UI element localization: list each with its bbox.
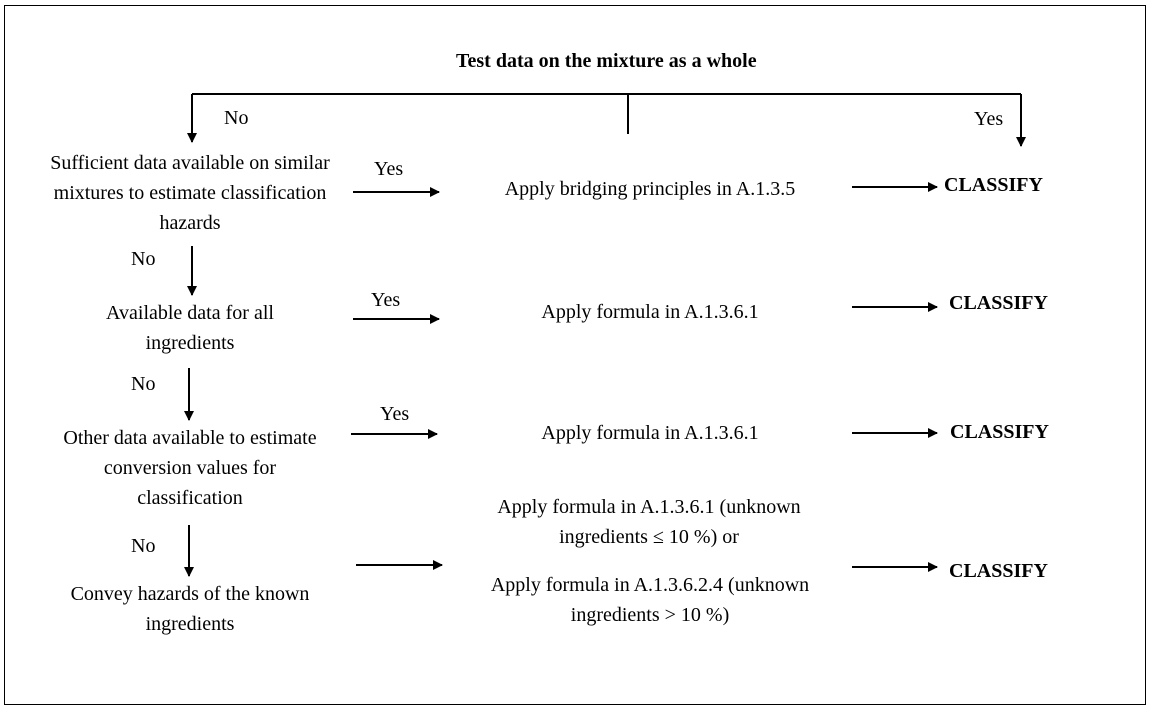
decision-other-data: Other data available to estimate conversion values for classification	[63, 427, 317, 509]
classify-outcome-4: CLASSIFY	[949, 560, 1048, 582]
classify-outcome-3: CLASSIFY	[950, 421, 1049, 443]
no-label-top: No	[224, 107, 249, 129]
action-formula-1: Apply formula in A.1.3.6.1	[541, 301, 759, 323]
decision-convey-hazards: Convey hazards of the known ingredients	[70, 583, 310, 635]
no-label-3: No	[131, 535, 156, 557]
classify-outcome-2: CLASSIFY	[949, 292, 1048, 314]
action-bridging-principles: Apply bridging principles in A.1.3.5	[504, 178, 796, 200]
yes-label-2: Yes	[371, 289, 401, 311]
yes-label-3: Yes	[380, 403, 410, 425]
decision-similar-mixtures: Sufficient data available on similar mixtures to estimate classification hazards	[50, 152, 330, 234]
yes-label-top: Yes	[974, 108, 1004, 130]
decision-all-ingredients: Available data for all ingredients	[106, 302, 274, 354]
action-formula-unknown-high: Apply formula in A.1.3.6.2.4 (unknown ingredients > 10 %)	[490, 574, 810, 626]
no-label-2: No	[131, 373, 156, 395]
action-formula-unknown-low: Apply formula in A.1.3.6.1 (unknown ingredients ≤ 10 %) or	[497, 496, 801, 548]
no-label-1: No	[131, 248, 156, 270]
classify-outcome-1: CLASSIFY	[944, 174, 1043, 196]
diagram-title: Test data on the mixture as a whole	[456, 50, 757, 72]
yes-label-1: Yes	[374, 158, 404, 180]
action-formula-2: Apply formula in A.1.3.6.1	[541, 422, 759, 444]
